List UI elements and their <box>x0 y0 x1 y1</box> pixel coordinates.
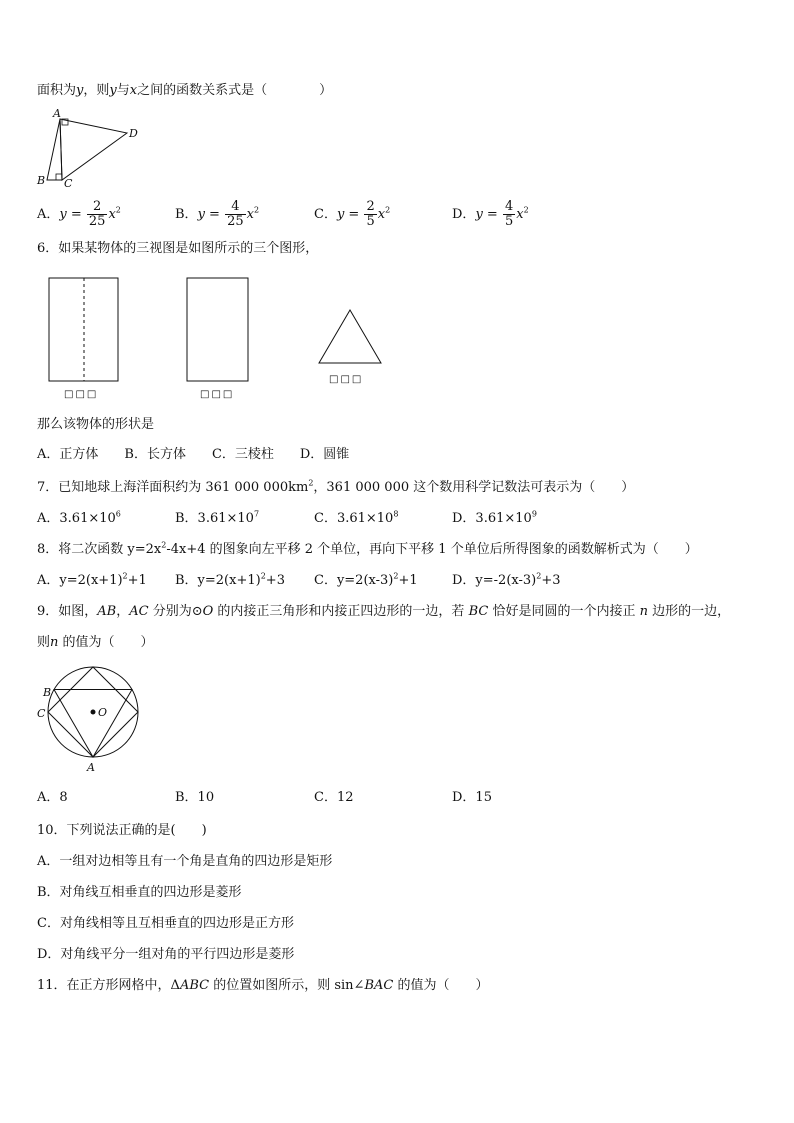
q9-stem: 9．如图，AB，AC 分别为⊙O 的内接正三角形和内接正四边形的一边，若 BC 恰好是同圆的一个内接正 n 边形的一边， <box>37 604 731 619</box>
q9-stem-line2: 则n 的值为（ ） <box>37 635 154 650</box>
q9-label-a: A <box>87 761 95 774</box>
q10-option-c[interactable]: C．对角线相等且互相垂直的四边形是正方形 <box>37 916 294 931</box>
q9-label-c: C <box>37 707 46 720</box>
side-view-figure <box>186 277 250 383</box>
q11-stem: 11．在正方形网格中，ΔABC 的位置如图所示，则 sin∠BAC 的值为（ ） <box>37 978 489 993</box>
q5-stem: 面积为y，则y与x之间的函数关系式是（ ） <box>37 83 333 98</box>
q7-stem: 7．已知地球上海洋面积约为 361 000 $000km^2$，361 000 000 这个数用科学记数法可表示为（ ） <box>37 478 635 495</box>
q10-option-b[interactable]: B．对角线互相垂直的四边形是菱形 <box>37 885 242 900</box>
q6-question: 那么该物体的形状是 <box>37 417 155 432</box>
front-view-label: □□□ <box>64 389 99 400</box>
front-view-figure <box>48 277 120 383</box>
q7-option-d[interactable]: D．$3.61\times 10^9$ <box>452 509 537 526</box>
q9-option-a[interactable]: A．8 <box>37 790 68 805</box>
q8-option-b[interactable]: B．$y=2(x+1)^2+3$ <box>175 571 285 588</box>
label-a: A <box>53 107 61 120</box>
label-c: C <box>64 177 73 190</box>
q9-circle-figure <box>36 665 146 775</box>
q5-quadrilateral-figure <box>33 108 143 190</box>
q6-options[interactable]: A．正方体 B．长方体 C．三棱柱 D．圆锥 <box>37 447 350 462</box>
q10-option-d[interactable]: D．对角线平分一组对角的平行四边形是菱形 <box>37 947 295 962</box>
q8-option-d[interactable]: D．$y=-2(x-3)^2+3$ <box>452 571 561 588</box>
label-b: B <box>37 174 46 187</box>
q10-option-a[interactable]: A．一组对边相等且有一个角是直角的四边形是矩形 <box>37 854 333 869</box>
q8-option-c[interactable]: C．$y=2(x-3)^2+1$ <box>314 571 418 588</box>
q8-option-a[interactable]: A．$y=2(x+1)^2+1$ <box>37 571 147 588</box>
q7-option-a[interactable]: A．$3.61\times 10^6$ <box>37 509 121 526</box>
q9-label-o: O <box>98 706 108 719</box>
top-view-label: □□□ <box>329 374 364 385</box>
q5-option-d[interactable]: D．y = $\frac{4}{5}$ $x^2$ <box>452 199 529 229</box>
q7-option-c[interactable]: C．$3.61\times 10^8$ <box>314 509 399 526</box>
q10-stem: 10．下列说法正确的是( ) <box>37 823 207 838</box>
q5-option-b[interactable]: B．y = $\frac{4}{25}$ $x^2$ <box>175 199 260 229</box>
q5-option-a[interactable]: A．y = $\frac{2}{25}$ $x^2$ <box>37 199 121 229</box>
q5-option-c[interactable]: C．y = $\frac{2}{5}$ $x^2$ <box>314 199 391 229</box>
q9-option-c[interactable]: C．12 <box>314 790 354 805</box>
q9-label-b: B <box>43 686 52 699</box>
q6-stem: 6．如果某物体的三视图是如图所示的三个图形， <box>37 241 319 256</box>
label-d: D <box>129 127 138 140</box>
q9-option-d[interactable]: D．15 <box>452 790 492 805</box>
top-view-figure <box>317 308 383 366</box>
q7-option-b[interactable]: B．$3.61\times 10^7$ <box>175 509 260 526</box>
side-view-label: □□□ <box>200 389 235 400</box>
q9-option-b[interactable]: B．10 <box>175 790 215 805</box>
q8-stem: 8．将二次函数 $y=2x^2-4x+4$ 的图象向左平移 2 个单位，再向下平移 1 个单位后所得图象的函数解析式为（ ） <box>37 540 698 557</box>
